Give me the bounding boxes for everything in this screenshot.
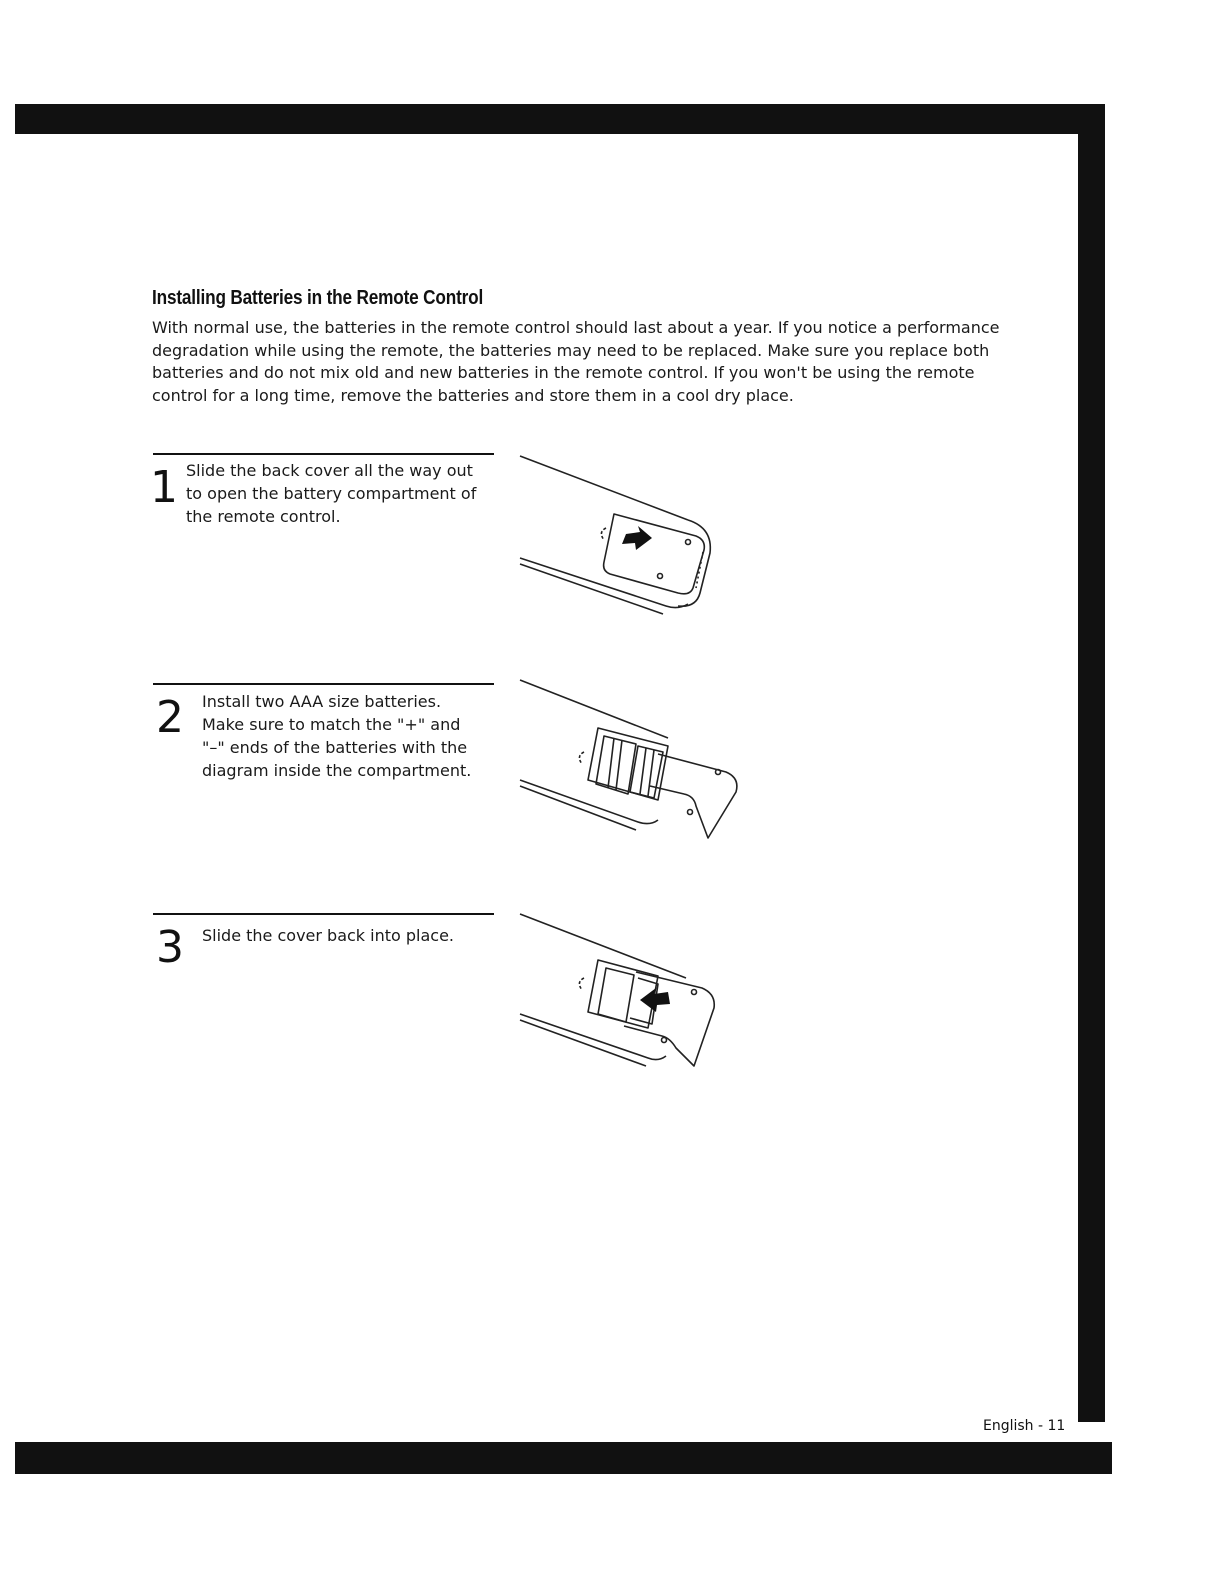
step-2-text — [202, 690, 471, 782]
right-border-bar — [1078, 104, 1105, 1422]
intro-line: degradation while using the remote, the batteries may need to be replaced. Make sure you replace both — [152, 340, 990, 360]
step-3-number: 3 — [156, 922, 184, 973]
remote-close-cover-illustration — [518, 908, 728, 1078]
page-footer: English - 11 — [983, 1418, 1066, 1434]
step-1-text — [186, 459, 476, 528]
step-1-rule — [153, 453, 494, 455]
step-2-line: Install two AAA size batteries. — [202, 692, 442, 711]
remote-batteries-illustration — [518, 676, 743, 846]
top-border-bar — [15, 104, 1090, 134]
step-2-rule — [153, 683, 494, 685]
intro-line: control for a long time, remove the batteries and store them in a cool dry place. — [152, 385, 794, 405]
step-2-line: Make sure to match the "+" and — [202, 715, 461, 734]
step-2-number: 2 — [156, 692, 184, 743]
intro-line: With normal use, the batteries in the remote control should last about a year. If you notice a performance — [152, 318, 1000, 337]
step-3-rule — [153, 913, 494, 915]
intro-line: batteries and do not mix old and new batteries in the remote control. If you won't be using the remote — [152, 363, 975, 382]
step-1-line: to open the battery compartment of — [186, 484, 477, 503]
step-1-line: the remote control. — [186, 507, 341, 526]
step-2-line: "–" ends of the batteries with the — [202, 738, 468, 757]
step-3-line: Slide the cover back into place. — [202, 926, 455, 945]
step-1-number: 1 — [150, 462, 178, 513]
remote-open-cover-illustration — [518, 448, 728, 618]
step-2-line: diagram inside the compartment. — [202, 761, 472, 780]
bottom-border-bar — [15, 1442, 1112, 1474]
step-1-line: Slide the back cover all the way out — [186, 461, 473, 480]
section-title: Installing Batteries in the Remote Control — [152, 287, 484, 309]
intro-paragraph — [152, 317, 1042, 407]
step-3-text — [202, 924, 454, 947]
